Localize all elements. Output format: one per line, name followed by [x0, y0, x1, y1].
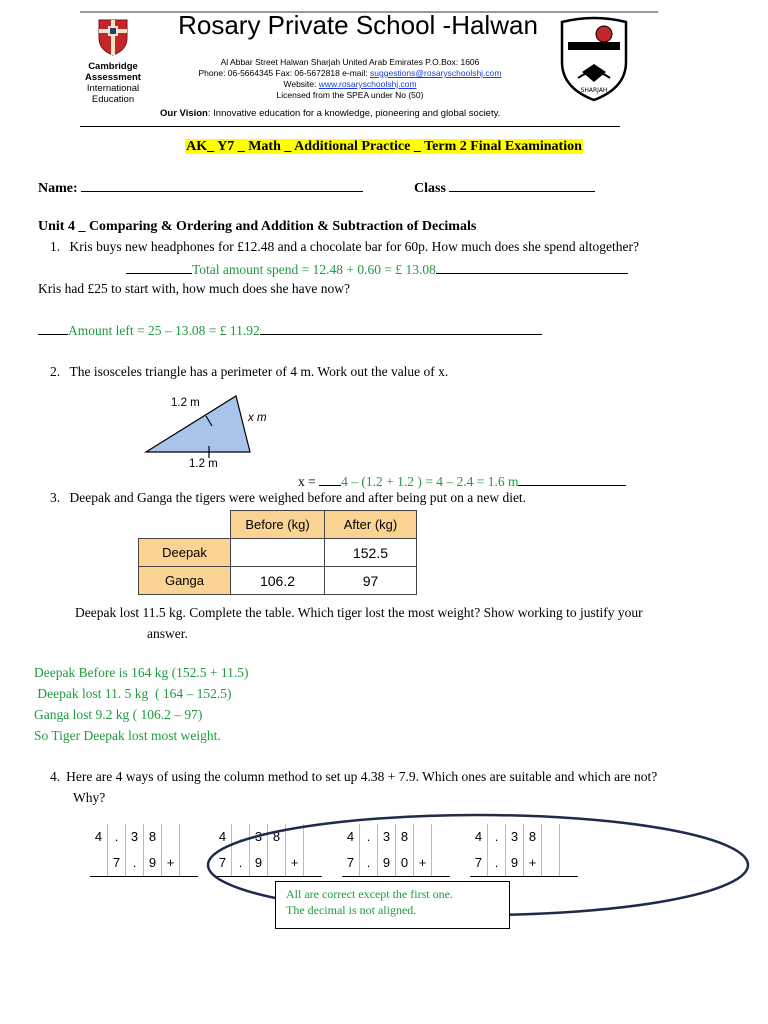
q3-answer-line: Deepak Before is 164 kg (152.5 + 11.5) — [34, 665, 249, 680]
vision-text: : Innovative education for a knowledge, pioneering and global society. — [207, 108, 501, 119]
website-link[interactable]: www.rosaryschoolshj.com — [318, 79, 417, 89]
digit-cell: 8 — [396, 824, 414, 850]
q3-answers — [34, 662, 248, 746]
q1-blank2-end — [260, 321, 542, 335]
q3-answer-line: So Tiger Deepak lost most weight. — [34, 728, 221, 743]
cambridge-line: International — [86, 83, 140, 94]
q1-prompt — [50, 239, 639, 255]
cambridge-line: Cambridge — [88, 61, 138, 72]
phone-fax: Phone: 06-5664345 Fax: 06-5672818 e-mail: — [198, 68, 371, 78]
q2-answer-line — [298, 472, 626, 490]
q3-instruction-line: answer. — [147, 626, 188, 641]
q1-blank-end — [436, 260, 628, 274]
q4-number: 4. — [50, 769, 61, 784]
table-row — [139, 511, 417, 539]
q1-answer-line — [126, 260, 628, 278]
digit-cell: 7 — [108, 850, 126, 876]
digit-cell: 7 — [342, 850, 360, 876]
digit-cell: 3 — [250, 824, 268, 850]
digit-cell: . — [126, 850, 144, 876]
method-bottom-row — [90, 850, 198, 877]
q4-prompt-line — [50, 766, 750, 787]
q1-blank-start — [126, 260, 192, 274]
digit-cell: 8 — [144, 824, 162, 850]
digit-cell — [90, 850, 108, 876]
school-crest — [556, 16, 632, 102]
q2-text: The isosceles triangle has a perimeter of 4 m. Work out the value of x. — [69, 364, 449, 379]
method-top-row — [90, 824, 198, 850]
q2-prompt — [50, 364, 448, 380]
class-field[interactable] — [414, 178, 595, 197]
q1-answer: Total amount spend = 12.48 + 0.60 = £ 13.08 — [192, 262, 436, 277]
digit-cell: 8 — [524, 824, 542, 850]
class-label: Class — [414, 181, 446, 196]
q3-answer-line: Ganga lost 9.2 kg ( 106.2 – 97) — [34, 707, 203, 722]
name-blank[interactable] — [81, 178, 363, 192]
rosary-crest-icon — [556, 16, 632, 102]
digit-cell: . — [360, 824, 378, 850]
digit-cell: 8 — [268, 824, 286, 850]
table-cell: 106.2 — [231, 567, 325, 595]
website-label: Website: — [283, 79, 319, 89]
table-header: Before (kg) — [231, 511, 325, 539]
triangle-label-bottom: 1.2 m — [189, 458, 218, 470]
table-cell: 152.5 — [325, 539, 417, 567]
digit-cell: 9 — [144, 850, 162, 876]
digit-cell: . — [360, 850, 378, 876]
digit-cell: 0 — [396, 850, 414, 876]
digit-cell: + — [162, 850, 180, 876]
q1-answer2: Amount left = 25 – 13.08 = £ 11.92 — [68, 323, 260, 338]
digit-cell: 7 — [214, 850, 232, 876]
q4-answer-line: All are correct except the first one. — [286, 887, 453, 901]
vision-label: Our Vision — [160, 108, 208, 119]
exam-title — [0, 137, 768, 155]
table-row — [139, 539, 417, 567]
q3-instruction-line: Deepak lost 11.5 kg. Complete the table. Which tiger lost the most weight? Show working to justify your — [75, 605, 643, 620]
digit-cell: 3 — [126, 824, 144, 850]
digit-cell: 9 — [506, 850, 524, 876]
school-license: Licensed from the SPEA under No (50) — [276, 90, 424, 100]
q3-number: 3. — [50, 490, 61, 505]
cambridge-shield-icon — [97, 18, 129, 56]
digit-cell: . — [108, 824, 126, 850]
q3-prompt — [50, 490, 526, 506]
q1-blank2-start — [38, 321, 68, 335]
school-name: Rosary Private School -Halwan — [178, 10, 538, 40]
digit-cell: 7 — [470, 850, 488, 876]
triangle-label-side: x m — [248, 412, 267, 424]
q4-text: Here are 4 ways of using the column method to set up 4.38 + 7.9. Which ones are suitable and which are not? — [66, 769, 658, 784]
table-row-label: Deepak — [139, 539, 231, 567]
q4-answer-line: The decimal is not aligned. — [286, 903, 417, 917]
q4-prompt — [50, 766, 750, 808]
digit-cell — [162, 824, 180, 850]
school-vision — [160, 108, 600, 119]
digit-cell: . — [488, 850, 506, 876]
digit-cell: 9 — [250, 850, 268, 876]
q1-answer2-line — [38, 321, 542, 339]
q3-instructions — [75, 602, 725, 644]
cambridge-logo — [85, 18, 145, 56]
crest-text: SHARJAH — [580, 87, 608, 94]
cambridge-line: Assessment — [85, 72, 141, 83]
q4-prompt-line: Why? — [73, 790, 106, 805]
weights-table — [138, 510, 417, 595]
table-header: After (kg) — [325, 511, 417, 539]
digit-cell: 3 — [378, 824, 396, 850]
class-blank[interactable] — [449, 178, 595, 192]
table-cell[interactable] — [231, 539, 325, 567]
unit-heading: Unit 4 _ Comparing & Ordering and Addition & Subtraction of Decimals — [38, 219, 477, 234]
digit-cell: + — [524, 850, 542, 876]
q2-number: 2. — [50, 364, 61, 379]
digit-cell: 4 — [342, 824, 360, 850]
email-link[interactable]: suggestions@rosaryschoolshj.com — [370, 68, 502, 78]
q1-number: 1. — [50, 239, 61, 254]
digit-cell: 3 — [506, 824, 524, 850]
name-label: Name: — [38, 181, 78, 196]
digit-cell: 4 — [214, 824, 232, 850]
digit-cell: + — [286, 850, 304, 876]
q2-answer-prefix: x = — [298, 474, 320, 489]
q3-answer-line: Deepak lost 11. 5 kg ( 164 – 152.5) — [34, 686, 232, 701]
q2-answer: 4 – (1.2 + 1.2 ) = 4 – 2.4 = 1.6 m — [341, 474, 519, 489]
digit-cell: . — [232, 850, 250, 876]
q1-text: Kris buys new headphones for £12.48 and a chocolate bar for 60p. How much does she spend altogether? — [69, 239, 639, 254]
triangle-label-top: 1.2 m — [171, 397, 200, 409]
q1-followup: Kris had £25 to start with, how much does she have now? — [38, 281, 350, 296]
school-phone-line — [160, 68, 540, 79]
digit-cell: 9 — [378, 850, 396, 876]
school-website-line — [160, 79, 540, 90]
digit-cell: 4 — [90, 824, 108, 850]
digit-cell: . — [488, 824, 506, 850]
school-contact — [160, 57, 540, 101]
column-method-1 — [90, 824, 198, 877]
table-cell — [139, 511, 231, 539]
cambridge-line: Education — [91, 94, 135, 105]
digit-cell: 4 — [470, 824, 488, 850]
q2-blank-start — [319, 472, 341, 486]
header-rule — [80, 126, 620, 127]
digit-cell: + — [414, 850, 432, 876]
digit-cell: . — [232, 824, 250, 850]
school-address: Al Abbar Street Halwan Sharjah United Arab Emirates P.O.Box: 1606 — [220, 57, 480, 67]
q2-blank-end — [518, 472, 626, 486]
q3-text: Deepak and Ganga the tigers were weighed before and after being put on a new diet. — [69, 490, 527, 505]
cambridge-text — [80, 61, 146, 105]
table-row-label: Ganga — [139, 567, 231, 595]
q4-answer-box — [275, 881, 510, 929]
table-row — [139, 567, 417, 595]
table-cell: 97 — [325, 567, 417, 595]
exam-title-text: AK_ Y7 _ Math _ Additional Practice _ Term 2 Final Examination — [186, 139, 582, 154]
name-field[interactable] — [38, 178, 363, 197]
